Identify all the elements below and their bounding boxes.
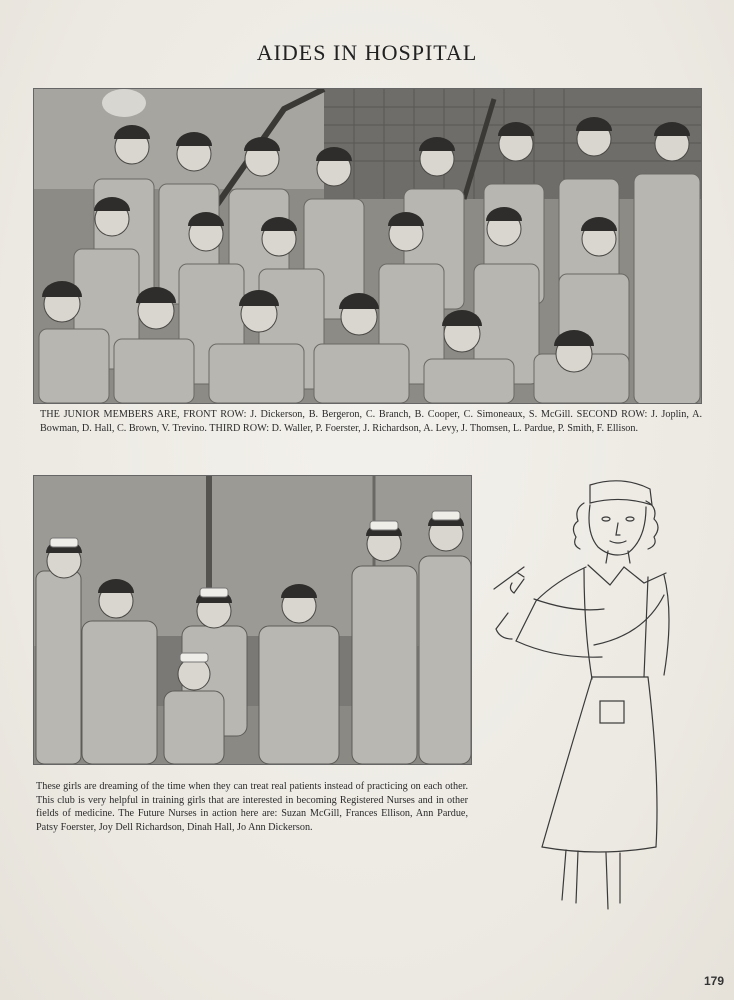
junior-members-caption: THE JUNIOR MEMBERS ARE, FRONT ROW: J. Dickerson, B. Bergeron, C. Branch, B. Cooper, C. Simoneaux, S. McGill. SECOND ROW: J. Joplin, A. Bowman, D. Hall, C. Brown, V. Trevino. THIRD ROW: D. Waller, P. Foerster, J. Richardson, A. Levy, J. Thomsen, L. Pardue, P. Smith, F. Ellison. [40, 409, 702, 434]
junior-members-photo [33, 88, 702, 404]
future-nurses-photo [33, 475, 472, 765]
page-title: AIDES IN HOSPITAL [256, 40, 478, 65]
nurse-sketch-drawing [488, 465, 678, 920]
action-photo-illustration [34, 476, 471, 764]
future-nurses-caption: These girls are dreaming of the time when they can treat real patients instead of practicing on each other. This club is very helpful in training girls that are interested in becoming Registered Nurses and in other fields of medicine. The Future Nurses in action here are: Suzan McGill, Frances Ellison, Ann Pardue, Patsy Foerster, Joy Dell Richardson, Dinah Hall, Jo Ann Dickerson. [36, 781, 468, 833]
page-number: 179 [703, 974, 724, 988]
group-photo-illustration [34, 89, 701, 403]
